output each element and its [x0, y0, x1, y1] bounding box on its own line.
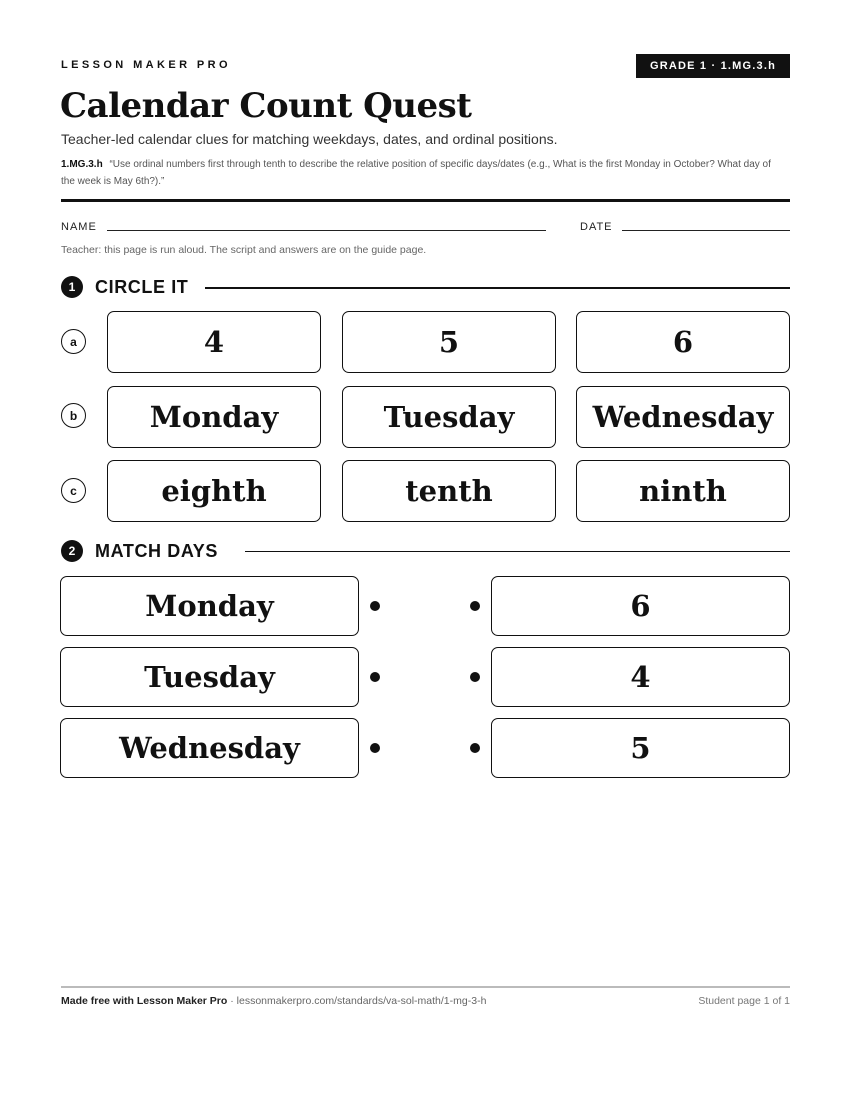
- standard-text: “Use ordinal numbers first through tenth to describe the relative position of specific days/dates (e.g., What is the first Monday in October? What day of the week is May 6th?).”: [61, 159, 771, 187]
- match-right-dot[interactable]: [470, 672, 480, 682]
- match-right-card[interactable]: 6: [491, 576, 790, 636]
- row-letter: c: [61, 478, 86, 503]
- match-left-dot[interactable]: [370, 743, 380, 753]
- grade-badge: GRADE 1 · 1.MG.3.h: [636, 54, 790, 78]
- page-title: Calendar Count Quest: [60, 86, 472, 126]
- standard-description: [61, 156, 781, 190]
- header-divider: [61, 199, 790, 202]
- match-right-card[interactable]: 5: [491, 718, 790, 778]
- teacher-note: Teacher: this page is run aloud. The script and answers are on the guide page.: [61, 244, 427, 256]
- row-letter: a: [61, 329, 86, 354]
- circle-option[interactable]: 5: [342, 311, 556, 373]
- match-right-dot[interactable]: [470, 601, 480, 611]
- circle-option[interactable]: Monday: [107, 386, 321, 448]
- date-line[interactable]: [622, 230, 790, 231]
- match-left-card[interactable]: Tuesday: [60, 647, 359, 707]
- footer-divider: [61, 986, 790, 988]
- section-number: 1: [61, 276, 83, 298]
- section-divider: [245, 551, 790, 552]
- name-label: NAME: [61, 221, 97, 233]
- name-line[interactable]: [107, 230, 546, 231]
- section-title: CIRCLE IT: [95, 276, 189, 297]
- section-match-days-header: [61, 540, 218, 562]
- date-label: DATE: [580, 221, 613, 233]
- match-right-dot[interactable]: [470, 743, 480, 753]
- section-divider: [205, 287, 790, 289]
- section-number: 2: [61, 540, 83, 562]
- standard-code: 1.MG.3.h: [61, 159, 103, 170]
- footer-page-number: Student page 1 of 1: [698, 995, 790, 1007]
- circle-option[interactable]: tenth: [342, 460, 556, 522]
- circle-option[interactable]: eighth: [107, 460, 321, 522]
- match-left-card[interactable]: Monday: [60, 576, 359, 636]
- footer-credit: [61, 995, 486, 1007]
- circle-option[interactable]: Wednesday: [576, 386, 790, 448]
- section-circle-it-header: [61, 276, 188, 298]
- page-subtitle: Teacher-led calendar clues for matching weekdays, dates, and ordinal positions.: [61, 131, 558, 147]
- footer-made-with: Made free with Lesson Maker Pro: [61, 995, 228, 1007]
- footer-url[interactable]: · lessonmakerpro.com/standards/va-sol-math/1-mg-3-h: [227, 995, 487, 1007]
- match-left-dot[interactable]: [370, 672, 380, 682]
- match-left-dot[interactable]: [370, 601, 380, 611]
- section-title: MATCH DAYS: [95, 540, 219, 561]
- match-left-card[interactable]: Wednesday: [60, 718, 359, 778]
- row-letter: b: [61, 403, 86, 428]
- match-right-card[interactable]: 4: [491, 647, 790, 707]
- circle-option[interactable]: 6: [576, 311, 790, 373]
- circle-option[interactable]: ninth: [576, 460, 790, 522]
- brand-name: LESSON MAKER PRO: [61, 59, 231, 71]
- circle-option[interactable]: 4: [107, 311, 321, 373]
- circle-option[interactable]: Tuesday: [342, 386, 556, 448]
